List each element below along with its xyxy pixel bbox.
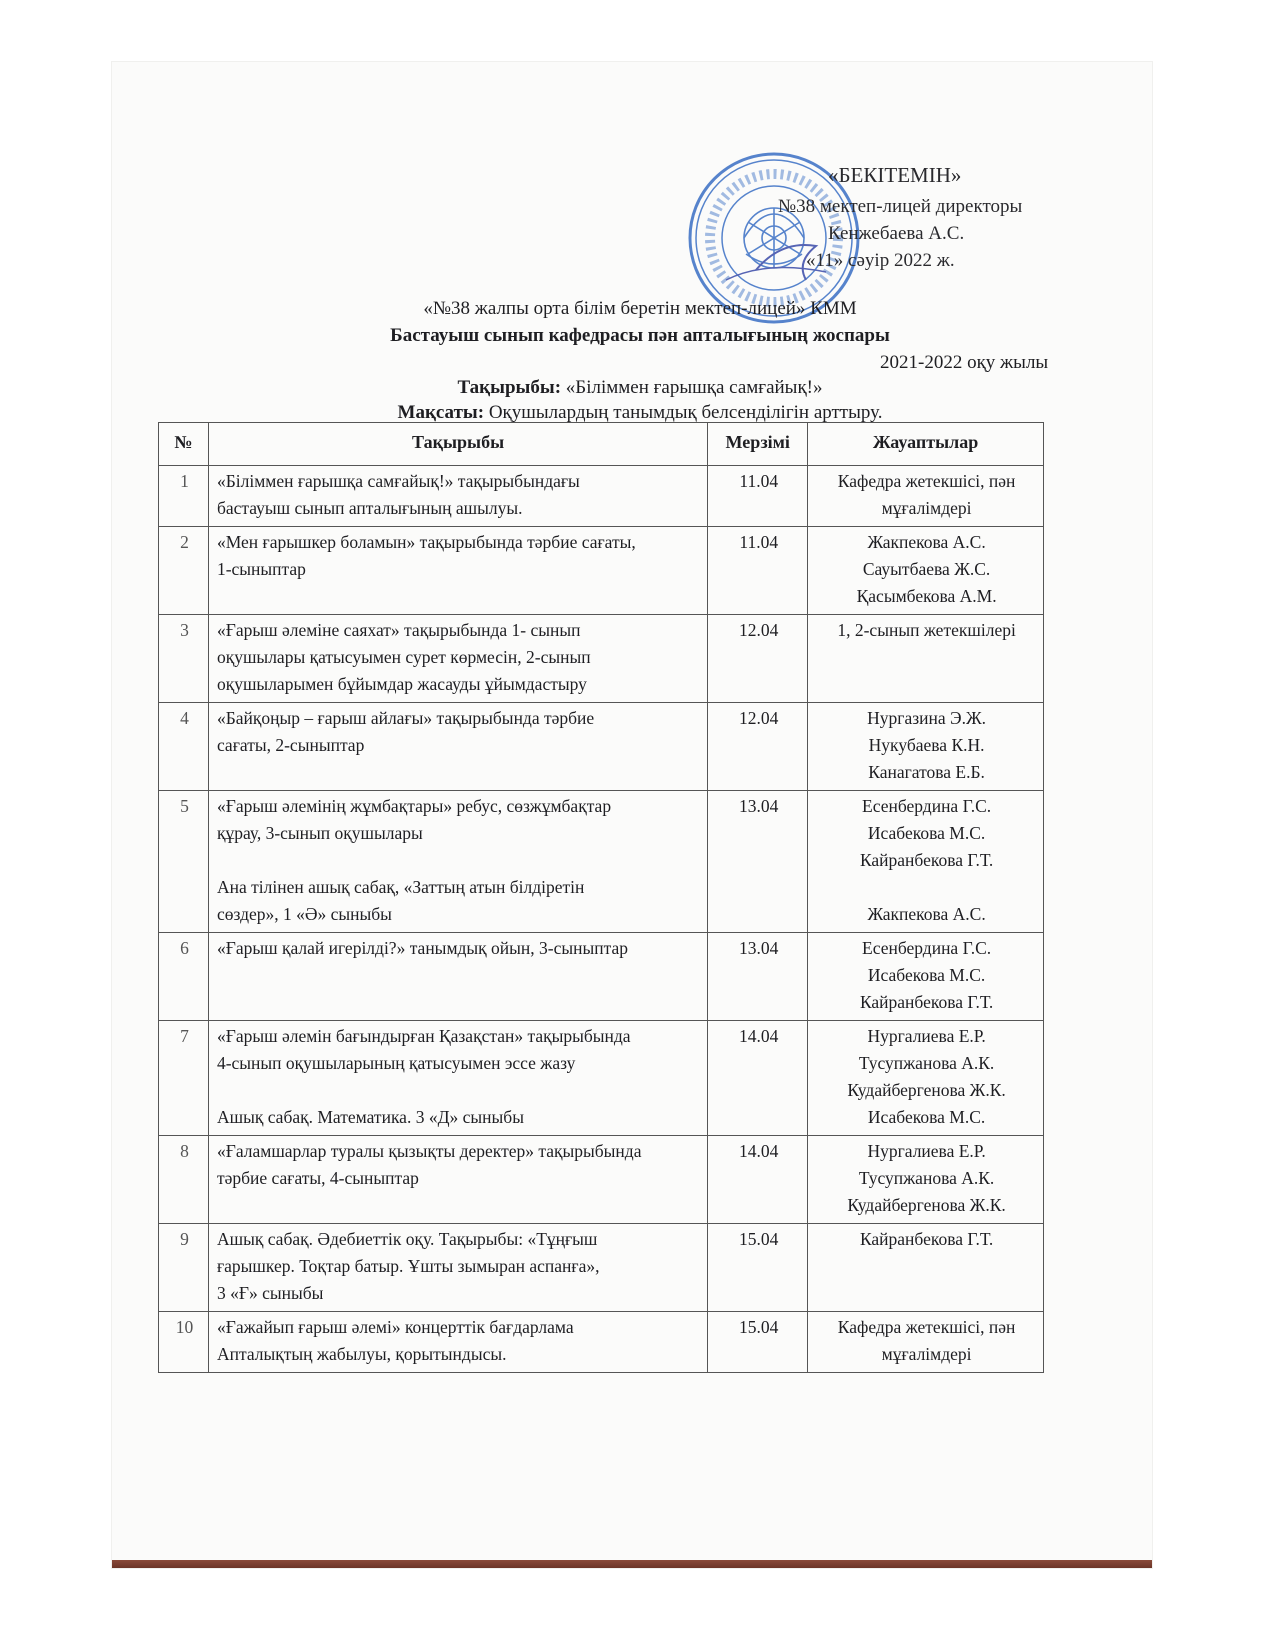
responsible-person: Канагатова Е.Б. [868,762,985,782]
topic-line-text: тәрбие сағаты, 4-сыныптар [216,1168,419,1188]
topic-value: «Біліммен ғарышқа самғайық!» [565,377,823,398]
responsible-person: Исабекова М.С. [867,823,986,843]
responsible-person: Кайранбекова Г.Т. [859,1229,994,1249]
table-row [159,1224,1044,1312]
topic-line-text: құрау, 3-сынып оқушылары [216,823,423,843]
document-title: Бастауыш сынып кафедрасы пән апталығының жоспары [390,325,890,346]
responsible-person: 1, 2-сынып жетекшілері [837,620,1016,640]
topic-line-text: сөздер», 1 «Ә» сыныбы [216,904,392,924]
row-number: 1 [159,466,209,527]
approval-position: №38 мектеп-лицей директоры [778,196,1023,217]
row-date: 12.04 [708,703,808,791]
row-topic [208,615,707,703]
row-topic [208,791,707,933]
responsible-person: Сауытбаева Ж.С. [862,559,991,579]
topic-line-text: «Ғарыш әлемінің жұмбақтары» ребус, сөзжұмбақтар [216,796,612,816]
row-topic [208,703,707,791]
topic-line-text: Апталықтың жабылуы, қорытындысы. [216,1344,507,1364]
topic-line-text: 3 «Ғ» сыныбы [216,1283,324,1303]
row-responsible [808,1312,1044,1373]
row-date: 13.04 [708,933,808,1021]
topic-line-text: оқушыларымен бұйымдар жасауды ұйымдастыру [216,674,587,694]
row-responsible [808,1224,1044,1312]
responsible-person: Кафедра жетекшісі, пән [837,1317,1016,1337]
row-number: 7 [159,1021,209,1136]
row-responsible [808,791,1044,933]
table-row [159,1312,1044,1373]
header-topic: Тақырыбы [208,423,707,466]
responsible-person: Жакпекова А.С. [867,532,986,552]
responsible-person: Нургазина Э.Ж. [867,708,987,728]
topic-line-text: 4-сынып оқушыларының қатысуымен эссе жазу [216,1053,576,1073]
goal-line [120,402,1160,424]
responsible-person: мұғалімдері [881,1344,972,1364]
row-number: 5 [159,791,209,933]
row-responsible [808,1136,1044,1224]
topic-line-text: «Ғарыш әлемін бағындырған Қазақстан» тақырыбында [216,1026,631,1046]
topic-line [120,377,1160,399]
row-responsible [808,1021,1044,1136]
row-responsible [808,466,1044,527]
table-row [159,703,1044,791]
topic-line-text: бастауыш сынып апталығының ашылуы. [216,498,523,518]
row-topic [208,466,707,527]
row-responsible [808,527,1044,615]
table-row [159,1021,1044,1136]
topic-line-text: «Ғажайып ғарыш әлемі» концерттік бағдарлама [216,1317,574,1337]
responsible-person: Кудайбергенова Ж.К. [847,1080,1006,1100]
responsible-person: Нургалиева Е.Р. [867,1026,986,1046]
row-topic [208,1224,707,1312]
topic-line-text: «Біліммен ғарышқа самғайық!» тақырыбындағы [216,471,580,491]
responsible-person: Тусупжанова А.К. [858,1168,995,1188]
row-topic [208,1021,707,1136]
academic-year: 2021-2022 оқу жылы [880,352,1049,373]
table-row [159,615,1044,703]
responsible-person: Нургалиева Е.Р. [867,1141,986,1161]
row-responsible [808,615,1044,703]
responsible-person: Кудайбергенова Ж.К. [847,1195,1006,1215]
row-number: 4 [159,703,209,791]
topic-label: Тақырыбы: [457,377,562,398]
topic-line-text: «Мен ғарышкер боламын» тақырыбында тәрбие сағаты, [216,532,636,552]
header-number: № [159,423,209,466]
topic-line-text: «Байқоңыр – ғарыш айлағы» тақырыбында тәрбие [216,708,595,728]
paper-bottom-edge [112,1560,1152,1568]
topic-line-text: Ана тілінен ашық сабақ, «Заттың атын білдіретін [216,877,585,897]
row-date: 11.04 [708,466,808,527]
row-date: 14.04 [708,1136,808,1224]
organization-name: «№38 жалпы орта білім беретін мектеп-лицей» КММ [423,298,857,319]
goal-value: Оқушылардың танымдық белсенділігін арттыру. [488,402,883,423]
header-date: Мерзімі [708,423,808,466]
plan-table [158,422,1044,1373]
row-responsible [808,933,1044,1021]
topic-line-text: «Ғаламшарлар туралы қызықты деректер» тақырыбында [216,1141,642,1161]
row-topic [208,1136,707,1224]
approval-date: «11» сәуір 2022 ж. [806,250,955,271]
topic-line-text: Ашық сабақ. Әдебиеттік оқу. Тақырыбы: «Тұңғыш [216,1229,598,1249]
topic-line-text [217,847,701,874]
responsible-person: Кафедра жетекшісі, пән [837,471,1016,491]
table-row [159,466,1044,527]
responsible-person [816,874,1037,901]
topic-line-text: «Ғарыш қалай игерілді?» танымдық ойын, 3-сыныптар [216,938,629,958]
table-row [159,1136,1044,1224]
responsible-person: Кайранбекова Г.Т. [859,850,994,870]
responsible-person: Жакпекова А.С. [867,904,986,924]
topic-line-text: ғарышкер. Тоқтар батыр. Ұшты зымыран аспанға», [216,1256,600,1276]
goal-label: Мақсаты: [397,402,485,423]
responsible-person: Исабекова М.С. [867,1107,986,1127]
table-row [159,933,1044,1021]
responsible-person: Тусупжанова А.К. [858,1053,995,1073]
responsible-person: Есенбердина Г.С. [862,938,992,958]
responsible-person: Кайранбекова Г.Т. [859,992,994,1012]
row-number: 2 [159,527,209,615]
approval-name: Кенжебаева А.С. [828,223,965,244]
responsible-person: Исабекова М.С. [867,965,986,985]
table-row [159,791,1044,933]
responsible-person: Қасымбекова А.М. [856,586,997,606]
table-row [159,527,1044,615]
topic-line-text: Ашық сабақ. Математика. 3 «Д» сыныбы [216,1107,524,1127]
row-number: 9 [159,1224,209,1312]
row-topic [208,1312,707,1373]
row-date: 13.04 [708,791,808,933]
row-date: 14.04 [708,1021,808,1136]
row-date: 12.04 [708,615,808,703]
row-number: 6 [159,933,209,1021]
row-topic [208,527,707,615]
table-header-row [159,423,1044,466]
approval-title: «БЕКІТЕМІН» [828,163,962,187]
topic-line-text: «Ғарыш әлеміне саяхат» тақырыбында 1- сынып [216,620,581,640]
responsible-person: мұғалімдері [881,498,972,518]
row-number: 8 [159,1136,209,1224]
row-number: 10 [159,1312,209,1373]
topic-line-text [217,1077,701,1104]
header-responsible: Жауаптылар [808,423,1044,466]
responsible-person: Нукубаева К.Н. [868,735,985,755]
topic-line-text: сағаты, 2-сыныптар [216,735,365,755]
topic-line-text: оқушылары қатысуымен сурет көрмесін, 2-сынып [216,647,591,667]
responsible-person: Есенбердина Г.С. [862,796,992,816]
row-date: 11.04 [708,527,808,615]
row-date: 15.04 [708,1224,808,1312]
row-topic [208,933,707,1021]
row-date: 15.04 [708,1312,808,1373]
topic-line-text: 1-сыныптар [216,559,306,579]
row-responsible [808,703,1044,791]
row-number: 3 [159,615,209,703]
